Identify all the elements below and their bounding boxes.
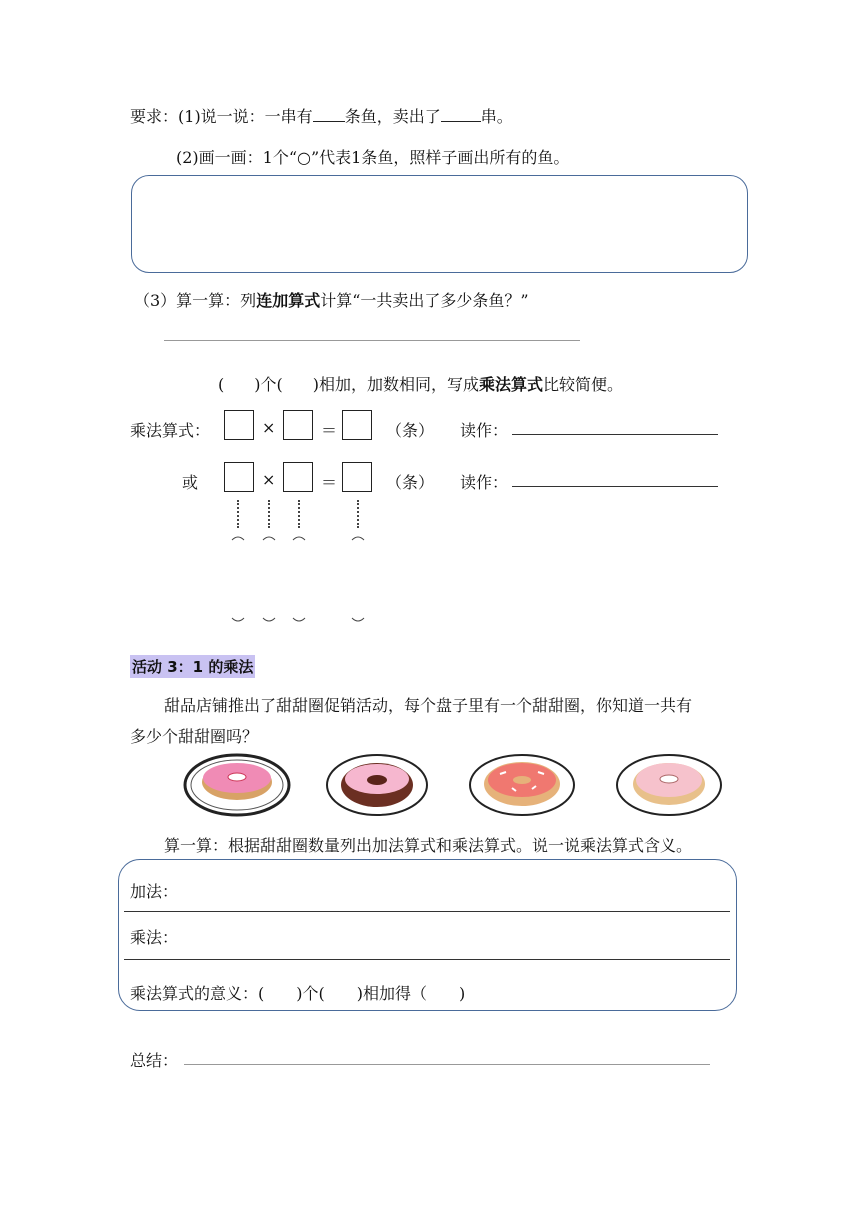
answer-box-2c[interactable] xyxy=(342,462,372,492)
paren-top xyxy=(263,537,275,540)
paren-top xyxy=(293,537,305,540)
answer-box-1a[interactable] xyxy=(224,410,254,440)
read-answer-line-2[interactable] xyxy=(512,486,718,487)
req-item1-b: 条鱼，卖出了 xyxy=(344,107,441,126)
req-label: 要求： xyxy=(130,107,179,126)
sentence-p1: ( xyxy=(218,375,225,394)
addition-answer-line[interactable] xyxy=(164,340,580,341)
donut-plate-2 xyxy=(327,755,427,815)
sentence-p3: )相加，加数相同，写成 xyxy=(312,375,479,394)
equals-sign: ＝ xyxy=(321,473,338,492)
req-item1-c: 串。 xyxy=(480,107,513,126)
mult-label: 乘法算式： xyxy=(130,421,211,440)
answer-box-2b[interactable] xyxy=(283,462,313,492)
dotted-connector xyxy=(268,500,270,528)
unit-label: （条） xyxy=(386,421,435,440)
unit-label: （条） xyxy=(386,473,435,492)
paren-bottom xyxy=(232,618,244,621)
times-sign: × xyxy=(262,418,276,437)
requirement-line-1 xyxy=(130,104,513,127)
multiplication-line[interactable] xyxy=(124,959,730,960)
dotted-connector xyxy=(237,500,239,528)
dotted-connector xyxy=(298,500,300,528)
addition-line[interactable] xyxy=(124,911,730,912)
donut-plate-3 xyxy=(470,755,574,815)
question-3 xyxy=(134,288,529,311)
activity-3-para-2: 多少个甜甜圈吗？ xyxy=(130,727,259,746)
paren-bottom xyxy=(352,618,364,621)
q3-suffix: 计算“一共卖出了多少条鱼？” xyxy=(320,291,529,310)
sentence-bold: 乘法算式 xyxy=(479,375,544,394)
req-item1-a: (1)说一说：一串有 xyxy=(178,107,313,126)
calc-instruction: 算一算：根据甜甜圈数量列出加法算式和乘法算式。说一说乘法算式含义。 xyxy=(164,836,693,855)
blank-strings-sold[interactable] xyxy=(441,107,481,122)
paren-top xyxy=(232,537,244,540)
drawing-box[interactable] xyxy=(131,175,748,273)
answer-box-1c[interactable] xyxy=(342,410,372,440)
requirement-line-2: (2)画一画：1个“○”代表1条鱼，照样子画出所有的鱼。 xyxy=(176,148,570,167)
dotted-connector xyxy=(357,500,359,528)
q3-prefix: （3）算一算：列 xyxy=(134,291,257,310)
summary-label: 总结： xyxy=(130,1051,179,1070)
connector-parens xyxy=(220,530,380,630)
read-label: 读作： xyxy=(460,473,509,492)
paren-top xyxy=(352,537,364,540)
answer-box-2a[interactable] xyxy=(224,462,254,492)
activity-3-para-1: 甜品店铺推出了甜甜圈促销活动，每个盘子里有一个甜甜圈，你知道一共有 xyxy=(164,696,693,715)
paren-bottom xyxy=(293,618,305,621)
times-sign: × xyxy=(262,470,276,489)
q3-bold: 连加算式 xyxy=(256,291,321,310)
paren-bottom xyxy=(263,618,275,621)
donut-plates xyxy=(180,752,740,822)
or-label: 或 xyxy=(182,473,199,492)
sentence-p4: 比较简便。 xyxy=(543,375,624,394)
answer-box-1b[interactable] xyxy=(283,410,313,440)
read-label: 读作： xyxy=(460,421,509,440)
repeated-addition-sentence xyxy=(218,372,623,395)
meaning-sentence: 乘法算式的意义：( )个( )相加得（ ) xyxy=(130,984,466,1003)
blank-fish-count[interactable] xyxy=(313,107,345,122)
activity-3-heading: 活动 3：1 的乘法 xyxy=(130,655,255,678)
addition-label: 加法： xyxy=(130,882,179,901)
equals-sign: ＝ xyxy=(321,421,338,440)
donut-plate-4 xyxy=(617,755,721,815)
read-answer-line-1[interactable] xyxy=(512,434,718,435)
summary-line[interactable] xyxy=(184,1064,710,1065)
sentence-p2: )个( xyxy=(254,375,283,394)
multiplication-label: 乘法： xyxy=(130,928,179,947)
donut-plate-1 xyxy=(185,755,289,815)
